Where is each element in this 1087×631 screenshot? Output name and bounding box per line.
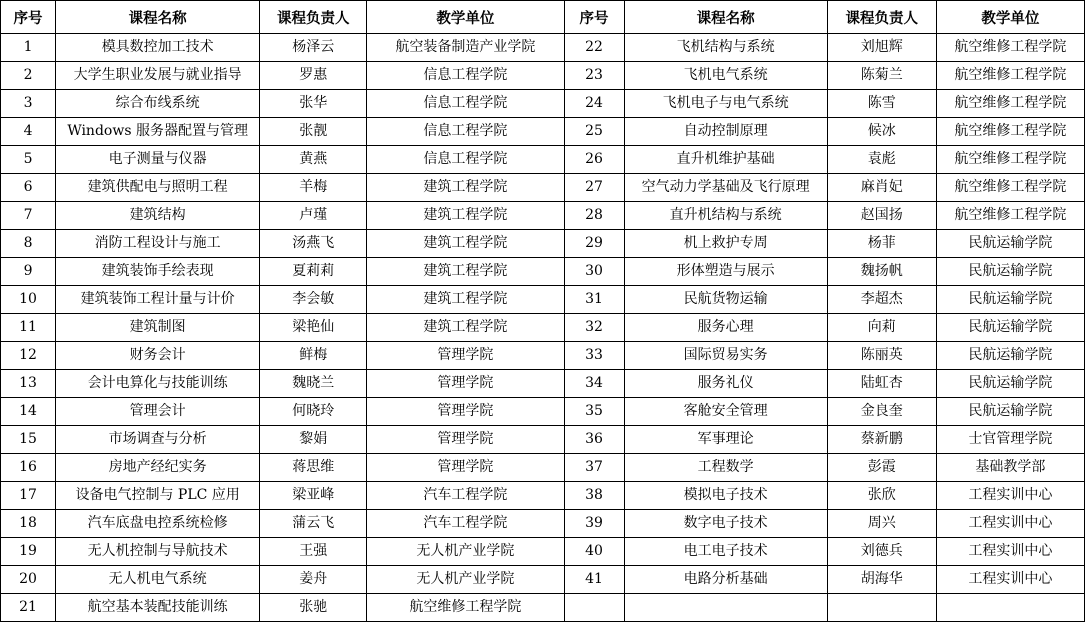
cell-name-left: Windows 服务器配置与管理 [56, 118, 260, 146]
header-row [1, 1, 1085, 34]
cell-unit-left: 航空维修工程学院 [367, 594, 564, 622]
cell-no-right: 34 [564, 370, 624, 398]
cell-name-left: 建筑装饰工程计量与计价 [56, 286, 260, 314]
cell-no-left: 3 [1, 90, 56, 118]
cell-lead-left: 羊梅 [260, 174, 367, 202]
cell-name-right: 工程数学 [624, 454, 827, 482]
cell-lead-right: 刘德兵 [827, 538, 936, 566]
cell-name-left: 无人机控制与导航技术 [56, 538, 260, 566]
cell-lead-left: 鲜梅 [260, 342, 367, 370]
cell-unit-left: 汽车工程学院 [367, 510, 564, 538]
cell-unit-left: 管理学院 [367, 398, 564, 426]
cell-lead-left: 魏晓兰 [260, 370, 367, 398]
cell-unit-left: 管理学院 [367, 426, 564, 454]
cell-unit-left: 汽车工程学院 [367, 482, 564, 510]
cell-unit-left: 信息工程学院 [367, 62, 564, 90]
cell-unit-right [936, 594, 1084, 622]
cell-lead-right: 向莉 [827, 314, 936, 342]
cell-no-left: 11 [1, 314, 56, 342]
cell-lead-right: 陈丽英 [827, 342, 936, 370]
cell-name-right: 形体塑造与展示 [624, 258, 827, 286]
cell-name-right: 电路分析基础 [624, 566, 827, 594]
cell-unit-left: 管理学院 [367, 370, 564, 398]
cell-unit-right: 工程实训中心 [936, 482, 1084, 510]
table-row [1, 314, 1085, 342]
cell-no-right [564, 594, 624, 622]
cell-no-left: 18 [1, 510, 56, 538]
cell-lead-right: 金良奎 [827, 398, 936, 426]
cell-no-right: 25 [564, 118, 624, 146]
cell-lead-right: 刘旭辉 [827, 34, 936, 62]
cell-no-right: 26 [564, 146, 624, 174]
cell-unit-right: 民航运输学院 [936, 398, 1084, 426]
cell-lead-right: 魏扬帆 [827, 258, 936, 286]
cell-no-right: 29 [564, 230, 624, 258]
cell-unit-left: 管理学院 [367, 342, 564, 370]
cell-unit-right: 航空维修工程学院 [936, 202, 1084, 230]
cell-name-left: 汽车底盘电控系统检修 [56, 510, 260, 538]
cell-no-right: 41 [564, 566, 624, 594]
cell-no-right: 28 [564, 202, 624, 230]
table-row [1, 174, 1085, 202]
cell-lead-left: 蒋思维 [260, 454, 367, 482]
header-name-left: 课程名称 [56, 1, 260, 34]
cell-name-left: 市场调查与分析 [56, 426, 260, 454]
cell-no-left: 9 [1, 258, 56, 286]
cell-unit-right: 民航运输学院 [936, 370, 1084, 398]
cell-unit-right: 士官管理学院 [936, 426, 1084, 454]
cell-lead-left: 蒲云飞 [260, 510, 367, 538]
cell-unit-right: 航空维修工程学院 [936, 90, 1084, 118]
cell-unit-right: 航空维修工程学院 [936, 146, 1084, 174]
cell-name-left: 模具数控加工技术 [56, 34, 260, 62]
cell-no-right: 38 [564, 482, 624, 510]
cell-name-right: 服务心理 [624, 314, 827, 342]
cell-name-left: 建筑制图 [56, 314, 260, 342]
cell-no-left: 5 [1, 146, 56, 174]
cell-no-right: 37 [564, 454, 624, 482]
cell-unit-left: 信息工程学院 [367, 118, 564, 146]
cell-lead-right: 陈菊兰 [827, 62, 936, 90]
table-row [1, 90, 1085, 118]
cell-lead-left: 王强 [260, 538, 367, 566]
header-lead-right: 课程负责人 [827, 1, 936, 34]
table-row [1, 566, 1085, 594]
cell-name-left: 房地产经纪实务 [56, 454, 260, 482]
table-row [1, 594, 1085, 622]
cell-unit-left: 信息工程学院 [367, 90, 564, 118]
cell-no-left: 12 [1, 342, 56, 370]
cell-no-left: 21 [1, 594, 56, 622]
cell-name-left: 航空基本装配技能训练 [56, 594, 260, 622]
cell-name-left: 建筑供配电与照明工程 [56, 174, 260, 202]
cell-no-left: 1 [1, 34, 56, 62]
cell-lead-left: 梁亚峰 [260, 482, 367, 510]
cell-no-right: 31 [564, 286, 624, 314]
cell-name-left: 消防工程设计与施工 [56, 230, 260, 258]
cell-no-left: 4 [1, 118, 56, 146]
table-row [1, 62, 1085, 90]
table-row [1, 454, 1085, 482]
header-unit-right: 教学单位 [936, 1, 1084, 34]
cell-no-right: 22 [564, 34, 624, 62]
cell-unit-left: 建筑工程学院 [367, 202, 564, 230]
cell-name-right [624, 594, 827, 622]
cell-lead-right: 陈雪 [827, 90, 936, 118]
cell-lead-right: 赵国扬 [827, 202, 936, 230]
cell-no-left: 10 [1, 286, 56, 314]
cell-unit-right: 民航运输学院 [936, 286, 1084, 314]
cell-name-left: 综合布线系统 [56, 90, 260, 118]
cell-no-right: 23 [564, 62, 624, 90]
cell-name-left: 设备电气控制与 PLC 应用 [56, 482, 260, 510]
cell-lead-left: 李会敏 [260, 286, 367, 314]
cell-name-right: 客舱安全管理 [624, 398, 827, 426]
cell-lead-right: 胡海华 [827, 566, 936, 594]
cell-lead-right: 袁彪 [827, 146, 936, 174]
cell-no-left: 8 [1, 230, 56, 258]
table-row [1, 510, 1085, 538]
cell-lead-right: 彭霞 [827, 454, 936, 482]
header-no-right: 序号 [564, 1, 624, 34]
cell-no-right: 39 [564, 510, 624, 538]
cell-no-right: 27 [564, 174, 624, 202]
cell-name-left: 建筑装饰手绘表现 [56, 258, 260, 286]
cell-name-right: 飞机结构与系统 [624, 34, 827, 62]
cell-no-left: 17 [1, 482, 56, 510]
cell-lead-right [827, 594, 936, 622]
cell-lead-left: 梁艳仙 [260, 314, 367, 342]
cell-name-right: 电工电子技术 [624, 538, 827, 566]
cell-no-left: 19 [1, 538, 56, 566]
cell-lead-left: 黄燕 [260, 146, 367, 174]
header-unit-left: 教学单位 [367, 1, 564, 34]
cell-name-left: 建筑结构 [56, 202, 260, 230]
cell-unit-left: 建筑工程学院 [367, 174, 564, 202]
table-row [1, 398, 1085, 426]
cell-unit-right: 基础教学部 [936, 454, 1084, 482]
cell-unit-left: 管理学院 [367, 454, 564, 482]
cell-name-left: 无人机电气系统 [56, 566, 260, 594]
cell-unit-right: 民航运输学院 [936, 342, 1084, 370]
cell-name-left: 电子测量与仪器 [56, 146, 260, 174]
cell-lead-left: 罗惠 [260, 62, 367, 90]
cell-unit-right: 航空维修工程学院 [936, 174, 1084, 202]
cell-lead-left: 卢瑾 [260, 202, 367, 230]
cell-unit-right: 工程实训中心 [936, 538, 1084, 566]
cell-name-right: 直升机结构与系统 [624, 202, 827, 230]
table-row [1, 342, 1085, 370]
cell-unit-right: 工程实训中心 [936, 510, 1084, 538]
cell-lead-right: 周兴 [827, 510, 936, 538]
table-row [1, 370, 1085, 398]
cell-name-right: 飞机电气系统 [624, 62, 827, 90]
cell-no-right: 30 [564, 258, 624, 286]
table-row [1, 426, 1085, 454]
cell-no-right: 33 [564, 342, 624, 370]
table-row [1, 230, 1085, 258]
cell-name-right: 空气动力学基础及飞行原理 [624, 174, 827, 202]
cell-name-right: 民航货物运输 [624, 286, 827, 314]
cell-lead-right: 杨菲 [827, 230, 936, 258]
header-no-left: 序号 [1, 1, 56, 34]
cell-unit-right: 航空维修工程学院 [936, 118, 1084, 146]
cell-unit-left: 无人机产业学院 [367, 538, 564, 566]
cell-unit-right: 航空维修工程学院 [936, 62, 1084, 90]
table-row [1, 34, 1085, 62]
cell-lead-left: 夏莉莉 [260, 258, 367, 286]
cell-no-left: 20 [1, 566, 56, 594]
cell-lead-right: 张欣 [827, 482, 936, 510]
cell-name-right: 机上救护专周 [624, 230, 827, 258]
cell-lead-left: 张华 [260, 90, 367, 118]
table-row [1, 202, 1085, 230]
cell-name-left: 大学生职业发展与就业指导 [56, 62, 260, 90]
cell-unit-left: 航空装备制造产业学院 [367, 34, 564, 62]
cell-no-right: 32 [564, 314, 624, 342]
cell-no-left: 7 [1, 202, 56, 230]
cell-name-left: 财务会计 [56, 342, 260, 370]
cell-unit-right: 民航运输学院 [936, 258, 1084, 286]
cell-no-left: 6 [1, 174, 56, 202]
cell-lead-left: 姜舟 [260, 566, 367, 594]
table-row [1, 538, 1085, 566]
cell-lead-right: 陆虹杏 [827, 370, 936, 398]
cell-no-right: 24 [564, 90, 624, 118]
table-row [1, 258, 1085, 286]
cell-unit-left: 建筑工程学院 [367, 230, 564, 258]
cell-lead-right: 李超杰 [827, 286, 936, 314]
cell-unit-left: 建筑工程学院 [367, 314, 564, 342]
cell-no-left: 13 [1, 370, 56, 398]
cell-lead-right: 蔡新鹏 [827, 426, 936, 454]
cell-name-right: 军事理论 [624, 426, 827, 454]
cell-unit-left: 无人机产业学院 [367, 566, 564, 594]
cell-lead-left: 杨泽云 [260, 34, 367, 62]
table-row [1, 286, 1085, 314]
cell-unit-right: 民航运输学院 [936, 314, 1084, 342]
cell-no-right: 35 [564, 398, 624, 426]
cell-name-right: 模拟电子技术 [624, 482, 827, 510]
cell-unit-right: 民航运输学院 [936, 230, 1084, 258]
cell-lead-left: 汤燕飞 [260, 230, 367, 258]
cell-name-left: 会计电算化与技能训练 [56, 370, 260, 398]
cell-no-left: 2 [1, 62, 56, 90]
cell-name-right: 自动控制原理 [624, 118, 827, 146]
cell-no-right: 40 [564, 538, 624, 566]
cell-unit-left: 信息工程学院 [367, 146, 564, 174]
table-body [1, 34, 1085, 622]
cell-unit-left: 建筑工程学院 [367, 258, 564, 286]
cell-name-right: 服务礼仪 [624, 370, 827, 398]
cell-name-right: 国际贸易实务 [624, 342, 827, 370]
cell-unit-right: 航空维修工程学院 [936, 34, 1084, 62]
cell-lead-right: 候冰 [827, 118, 936, 146]
header-name-right: 课程名称 [624, 1, 827, 34]
cell-unit-left: 建筑工程学院 [367, 286, 564, 314]
header-lead-left: 课程负责人 [260, 1, 367, 34]
table-row [1, 482, 1085, 510]
cell-unit-right: 工程实训中心 [936, 566, 1084, 594]
cell-no-right: 36 [564, 426, 624, 454]
cell-name-right: 直升机维护基础 [624, 146, 827, 174]
table-row [1, 118, 1085, 146]
cell-no-left: 15 [1, 426, 56, 454]
cell-lead-left: 张靓 [260, 118, 367, 146]
cell-lead-left: 张驰 [260, 594, 367, 622]
cell-lead-left: 黎娟 [260, 426, 367, 454]
cell-name-right: 数字电子技术 [624, 510, 827, 538]
cell-no-left: 16 [1, 454, 56, 482]
cell-lead-left: 何晓玲 [260, 398, 367, 426]
cell-name-right: 飞机电子与电气系统 [624, 90, 827, 118]
cell-name-left: 管理会计 [56, 398, 260, 426]
cell-no-left: 14 [1, 398, 56, 426]
table-row [1, 146, 1085, 174]
cell-lead-right: 麻肖妃 [827, 174, 936, 202]
